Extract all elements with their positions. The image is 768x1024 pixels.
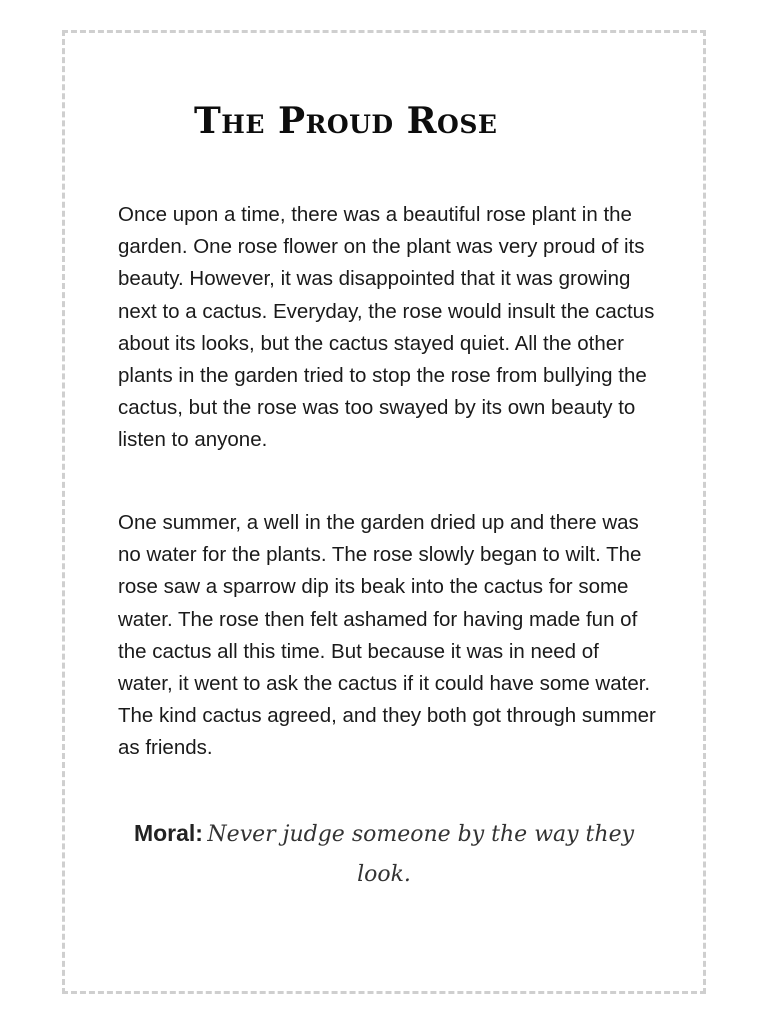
story-paragraph-2: One summer, a well in the garden dried up and there was no water for the plants. The rose slowly began to wilt. The rose saw a sparrow dip its beak into the cactus for some water. The rose then felt ashamed for having made fun of the cactus all this time. But because it was in need of water, it went to ask the cactus if it could have some water. The kind cactus agreed, and they both got through summer as friends. [118, 511, 656, 760]
story-paragraph-1: Once upon a time, there was a beautiful rose plant in the garden. One rose flower on the plant was very proud of its beauty. However, it was disappointed that it was growing next to a cactus. Everyday, the rose would insult the cactus about its looks, but the cactus stayed quiet. All the other plants in the garden tried to stop the rose from bullying the cactus, but the rose was too swayed by its own beauty to listen to anyone. [118, 203, 655, 452]
story-title: The Proud Rose [194, 100, 498, 142]
moral-label: Moral: [133, 820, 203, 846]
moral-section [130, 814, 638, 896]
moral-text: Never judge someone by the way they look. [207, 822, 635, 887]
